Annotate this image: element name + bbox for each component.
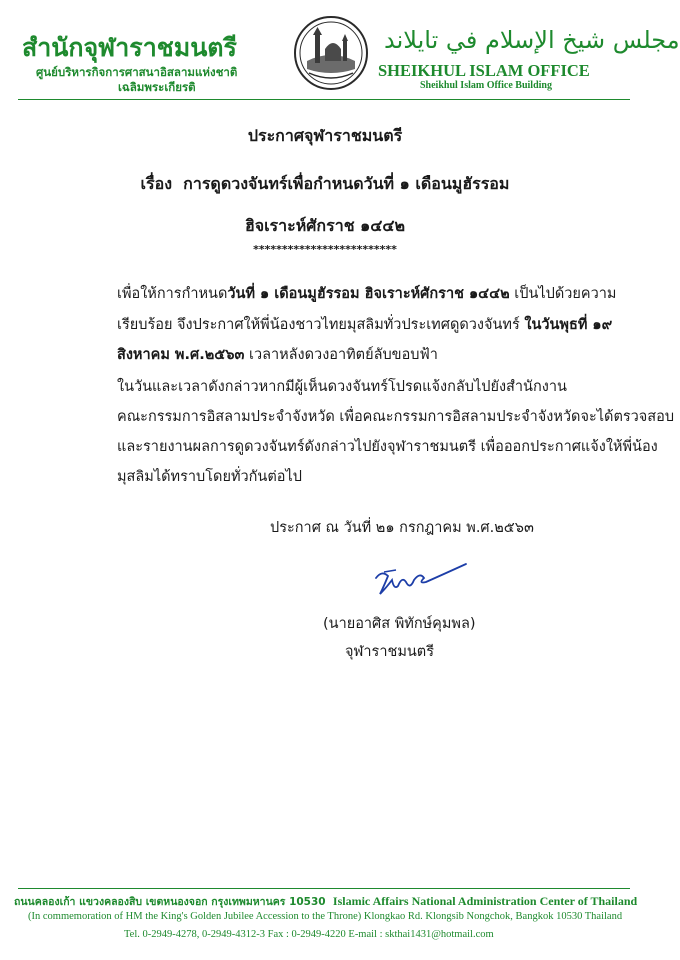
subject-text: การดูดวงจันทร์เพื่อกำหนดวันที่ ๑ เดือนมูฮัรรอม — [183, 174, 510, 193]
footer-divider — [18, 888, 630, 889]
body-line: คณะกรรมการอิสลามประจำจังหวัด เพื่อคณะกรรมการอิสลามประจำจังหวัดจะได้ตรวจสอบ — [117, 409, 675, 425]
office-seal-logo — [293, 15, 369, 91]
announcement-title: ประกาศจุฬาราชมนตรี — [247, 126, 403, 145]
body-line: มุสลิมได้ทราบโดยทั่วกันต่อไป — [117, 469, 302, 485]
body-line: และรายงานผลการดูดวงจันทร์ดังกล่าวไปยังจุฬาราชมนตรี เพื่อออกประกาศแจ้งให้พี่น้อง — [117, 439, 658, 455]
org-thai-subtitle-2: เฉลิมพระเกียรติ — [118, 80, 196, 94]
footer-center-name: Islamic Affairs National Administration Center of Thailand — [332, 894, 638, 908]
footer-contact: Tel. 0-2949-4278, 0-2949-4312-3 Fax : 0-2949-4220 E-mail : skthai1431@hotmail.com — [124, 929, 494, 940]
body-emphasis: สิงหาคม พ.ศ.๒๕๖๓ — [117, 347, 245, 363]
date-line: ประกาศ ณ วันที่ ๒๑ กรกฎาคม พ.ศ.๒๕๖๓ — [270, 520, 534, 536]
org-english-subtitle: Sheikhul Islam Office Building — [420, 80, 552, 91]
letterhead-divider — [18, 99, 630, 100]
org-arabic-name: مجلس شيخ الإسلام في تايلاند — [384, 26, 680, 54]
body-emphasis: วันที่ ๑ เดือนมูฮัรรอม ฮิจเราะห์ศักราช ๑๔๔๒ — [227, 286, 510, 302]
footer-address-thai: ถนนคลองเก้า แขวงคลองสิบ เขตหนองจอก กรุงเทพมหานคร 10530 — [14, 896, 326, 908]
body-line — [117, 313, 612, 336]
org-thai-subtitle: ศูนย์บริหารกิจการศาสนาอิสลามแห่งชาติ — [36, 65, 238, 79]
body-text: เพื่อให้การกำหนด — [117, 286, 228, 302]
announcement-subject-line2: ฮิจเราะห์ศักราช ๑๔๔๒ — [244, 216, 406, 235]
separator: ************************* — [253, 243, 397, 256]
announcement-subject — [0, 172, 650, 197]
org-english-name: SHEIKHUL ISLAM OFFICE — [378, 61, 590, 80]
body-text: เรียบร้อย จึงประกาศให้พี่น้องชาวไทยมุสลิมทั่วประเทศดูดวงจันทร์ — [117, 317, 525, 333]
signer-title: จุฬาราชมนตรี — [345, 644, 434, 660]
org-thai-name: สำนักจุฬาราชมนตรี — [22, 33, 237, 62]
signer-name: (นายอาศิส พิทักษ์คุมพล) — [323, 616, 476, 632]
footer-address — [14, 893, 637, 910]
footer-commemoration: (In commemoration of HM the King's Golden Jubilee Accession to the Throne) Klongkao Rd. Klongsib Nongchok, Bangkok 10530 Thailand — [28, 911, 623, 922]
signature — [366, 560, 470, 606]
body-text: เป็นไปด้วยความ — [509, 286, 617, 302]
body-line — [117, 282, 616, 305]
subject-label: เรื่อง — [140, 174, 173, 193]
body-text: เวลาหลังดวงอาทิตย์ลับขอบฟ้า — [244, 347, 438, 363]
body-emphasis: ในวันพุธที่ ๑๙ — [524, 317, 613, 333]
body-line — [117, 343, 438, 366]
body-line: ในวันและเวลาดังกล่าวหากมีผู้เห็นดวงจันทร์โปรดแจ้งกลับไปยังสำนักงาน — [117, 379, 567, 395]
